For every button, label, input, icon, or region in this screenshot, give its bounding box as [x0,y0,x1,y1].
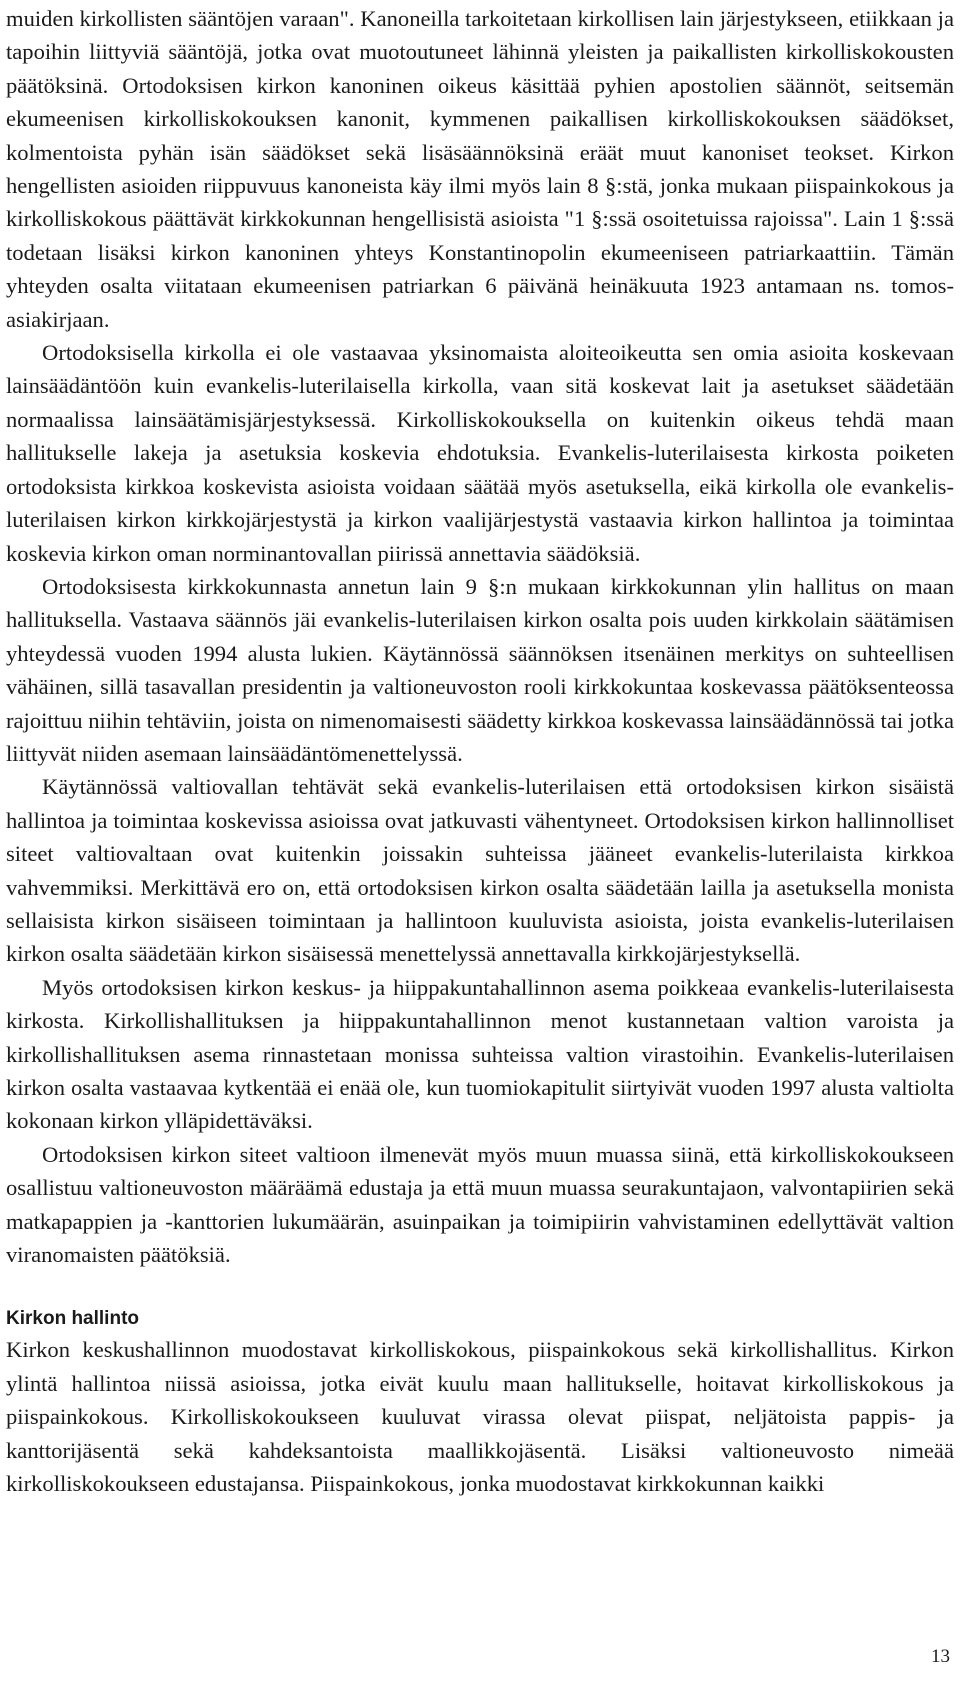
paragraph-kirkon-hallinto: Kirkon keskushallinnon muodostavat kirkolliskokous, piispainkokous sekä kirkollishallitus. Kirkon ylintä hallintoa niissä asioissa, jotka eivät kuulu maan hallitukselle, hoitavat kirkolliskokous ja piispainkokous. Kirkolliskokoukseen kuuluvat virassa olevat piispat, neljätoista pappis- ja kanttorijäsentä sekä kahdeksantoista maallikkojäsentä. Lisäksi valtioneuvosto nimeää kirkolliskokoukseen edustajansa. Piispainkokous, jonka muodostavat kirkkokunnan kaikki [6,1337,954,1497]
paragraph-aloiteoikeus: Ortodoksisella kirkolla ei ole vastaavaa yksinomaista aloiteoikeutta sen omia asioita koskevaan lainsäädäntöön kuin evankelis-luterilaisella kirkolla, vaan sitä koskevat lait ja asetukset säädetään normaalissa lainsäätämisjärjestyksessä. Kirkolliskokouksella on kuitenkin oikeus tehdä maan hallitukselle lakeja ja asetuksia koskevia ehdotuksia. Evankelis-luterilaisesta kirkosta poiketen ortodoksista kirkkoa koskevista asioista voidaan säätää myös asetuksella, eikä kirkolla ole evankelis-luterilaisen kirkon kirkkojärjestystä ja kirkon vaalijärjestystä vastaavia kirkon hallintoa ja toimintaa koskevia kirkon oman norminantovallan piirissä annettavia säädöksiä. [6,340,954,566]
paragraph-valtiovallan-tehtavat: Käytännössä valtiovallan tehtävät sekä evankelis-luterilaisen että ortodoksisen kirkon sisäistä hallintoa ja toimintaa koskevissa asioissa ovat jatkuvasti vähentyneet. Ortodoksisen kirkon hallinnolliset siteet valtiovaltaan ovat kuitenkin joissakin suhteissa jääneet evankelis-luterilaista kirkkoa vahvemmiksi. Merkittävä ero on, että ortodoksisen kirkon osalta säädetään laillа ja asetuksella monista sellaisista kirkon sisäiseen toimintaan ja hallintoon kuuluvista asioista, joista evankelis-luterilaisen kirkon osalta säädetään kirkon sisäisessä menettelyssä annettavalla kirkkojärjestyksellä. [6,774,954,967]
section-heading: Kirkon hallinto [6,1308,139,1330]
document-page [6,2,954,1500]
paragraph-keskushallinto: Myös ortodoksisen kirkon keskus- ja hiippakuntahallinnon asema poikkeaa evankelis-luterilaisesta kirkosta. Kirkollishallituksen ja hiippakuntahallinnon menot kustannetaan valtion varoista ja kirkollishallituksen asema rinnastetaan monissa suhteissa valtion virastoihin. Evankelis-luterilaisen kirkon osalta vastaavaa kytkentää ei enää ole, kun tuomiokapitulit siirtyivät vuoden 1997 alusta valtiolta kokonaan kirkon ylläpidettäväksi. [6,974,954,1134]
paragraph-ylin-hallitus: Ortodoksisesta kirkkokunnasta annetun lain 9 §:n mukaan kirkkokunnan ylin hallitus on maan hallituksella. Vastaava säännös jäi evankelis-luterilaisen kirkon osalta pois uuden kirkkolain säätämisen yhteydessä vuoden 1994 alusta lukien. Käytännössä säännöksen itsenäinen merkitys on suhteellisen vähäinen, sillä tasavallan presidentin ja valtioneuvoston rooli kirkkokuntaa koskevassa päätöksenteossa rajoittuu niihin tehtäviin, joista on nimenomaisesti säädetty kirkkoa koskevassa lainsäädännössä tai jotka liittyvät niiden asemaan lainsäädäntömenettelyssä. [6,573,954,766]
page-number: 13 [931,1646,950,1667]
paragraph-siteet-valtioon: Ortodoksisen kirkon siteet valtioon ilmenevät myös muun muassa siinä, että kirkolliskokoukseen osallistuu valtioneuvoston määräämä edustaja ja että muun muassa seurakuntajaon, valvontapiirien sekä matkapappien ja -kanttorien lukumäärän, asuinpaikan ja toimipiirin vahvistaminen edellyttävät valtion viranomaisten päätöksiä. [6,1141,954,1268]
paragraph-kanonit: muiden kirkollisten sääntöjen varaan". Kanoneilla tarkoitetaan kirkollisen lain järjestykseen, etiikkaan ja tapoihin liittyviä sääntöjä, jotka ovat muotoutuneet lähinnä yleisten ja paikallisten kirkolliskokousten päätöksinä. Ortodoksisen kirkon kanoninen oikeus käsittää pyhien apostolien säännöt, seitsemän ekumeenisen kirkolliskokouksen kanonit, kymmenen paikallisen kirkolliskokouksen säädökset, kolmentoista pyhän isän säädökset sekä lisäsäännöksinä eräät muut kanoniset teokset. Kirkon hengellisten asioiden riippuvuus kanoneista käy ilmi myös lain 8 §:stä, jonka mukaan piispainkokous ja kirkolliskokous päättävät kirkkokunnan hengellisistä asioista "1 §:ssä osoitetuissa rajoissa". Lain 1 §:ssä todetaan lisäksi kirkon kanoninen yhteys Konstantinopolin ekumeeniseen patriarkaattiin. Tämän yhteyden osalta viitataan ekumeenisen patriarkan 6 päivänä heinäkuuta 1923 antamaan ns. tomos-asiakirjaan. [6,6,954,332]
